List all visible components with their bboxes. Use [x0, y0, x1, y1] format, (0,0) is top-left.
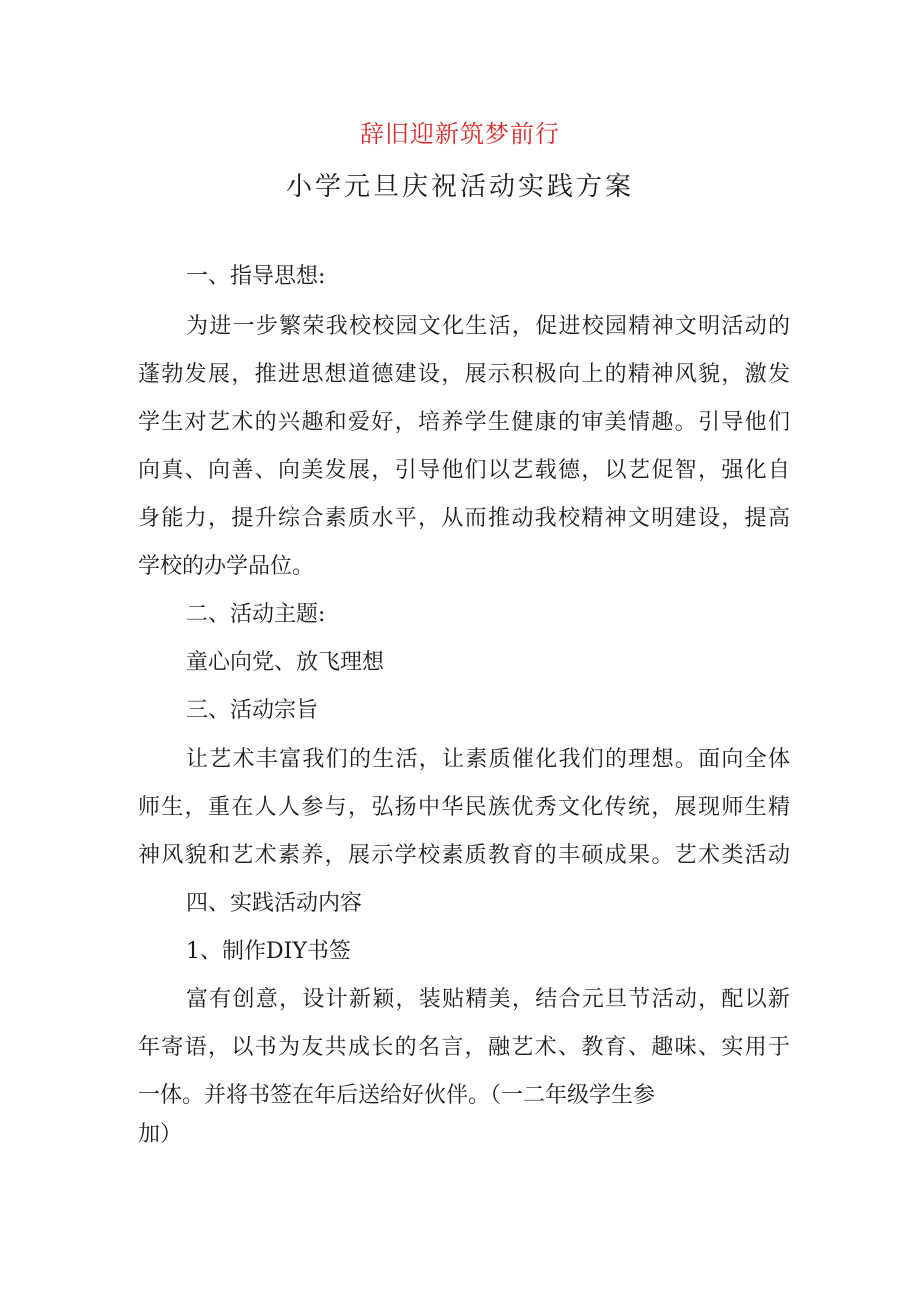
paragraph-line: 让艺术丰富我们的生活，让素质催化我们的理想。面向全体	[186, 747, 790, 772]
document-subtitle-red: 辞旧迎新筑梦前行	[360, 120, 560, 148]
paragraph-line: 师生，重在人人参与，弘扬中华民族优秀文化传统，展现师生精	[138, 795, 790, 820]
section-heading-activities: 四、实践活动内容	[186, 891, 363, 916]
document-title: 小学元旦庆祝活动实践方案	[285, 172, 634, 202]
paragraph-line: 学生对艺术的兴趣和爱好，培养学生健康的审美情趣。引导他们	[138, 410, 790, 435]
paragraph-line: 加）	[138, 1122, 183, 1147]
paragraph-line: 神风貌和艺术素养，展示学校素质教育的丰硕成果。艺术类活动	[138, 843, 790, 868]
theme-text: 童心向党、放飞理想	[186, 650, 385, 675]
section-heading-theme: 二、活动主题:	[186, 602, 326, 627]
paragraph-line: 富有创意，设计新颖，装贴精美，结合元旦节活动，配以新	[186, 987, 790, 1012]
paragraph-line: 为进一步繁荣我校校园文化生活，促进校园精神文明活动的	[186, 314, 790, 339]
paragraph-line: 一体。并将书签在年后送给好伙伴。（一二年级学生参	[138, 1083, 656, 1108]
paragraph-line: 年寄语，以书为友共成长的名言，融艺术、教育、趣味、实用于	[138, 1035, 790, 1060]
section-heading-guiding-thought: 一、指导思想:	[186, 264, 326, 289]
paragraph-line: 学校的办学品位。	[138, 554, 315, 579]
paragraph-line: 身能力，提升综合素质水平，从而推动我校精神文明建设，提高	[138, 506, 790, 531]
subsection-heading-diy-bookmark: 1、制作DIY书签	[186, 939, 351, 964]
section-heading-purpose: 三、活动宗旨	[186, 698, 319, 723]
paragraph-line: 向真、向善、向美发展，引导他们以艺载德，以艺促智，强化自	[138, 458, 790, 483]
paragraph-line: 蓬勃发展，推进思想道德建设，展示积极向上的精神风貌，激发	[138, 362, 790, 387]
